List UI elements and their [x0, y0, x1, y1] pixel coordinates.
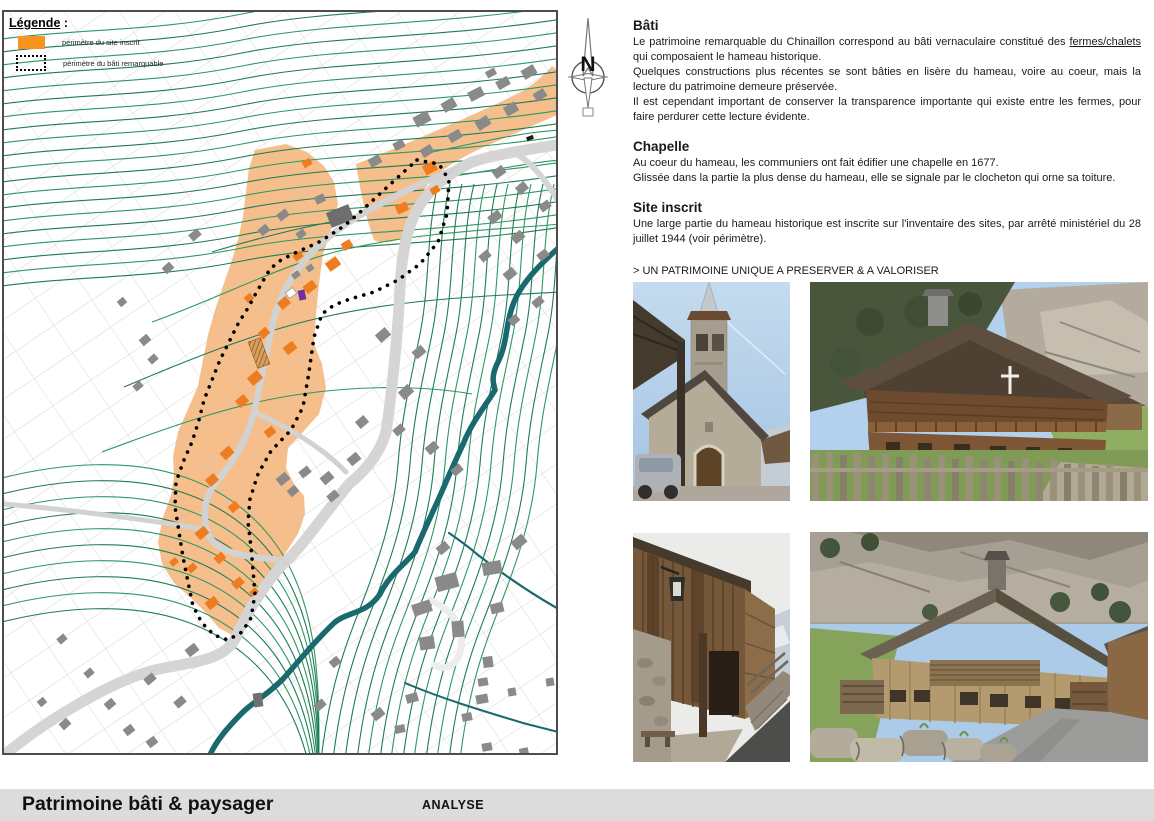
- map-canvas: [4, 12, 556, 753]
- legend-item-label: périmètre du bâti remarquable: [63, 58, 164, 68]
- bati-paragraph-3: Il est cependant important de conserver la transparence importante qui existe entre les fermes, pour faire perdurer cette lecture évidente.: [633, 96, 1141, 123]
- parcel-grid: [4, 12, 556, 753]
- legend-item-label: périmètre du site inscrit: [62, 38, 140, 47]
- map-legend: [9, 16, 163, 71]
- section-heading-site-inscrit: Site inscrit: [633, 200, 703, 215]
- section-heading-chapelle: Chapelle: [633, 139, 690, 154]
- photo-large-chalet: [810, 282, 1148, 501]
- fermes-chalets-underline: fermes/chalets: [1069, 36, 1141, 48]
- footer-phase-label: ANALYSE: [422, 798, 485, 812]
- site-inscrit-swatch: [18, 36, 45, 49]
- chapelle-paragraph-2: Glissée dans la partie la plus dense du hameau, elle se signale par le clocheton qui orne sa toiture.: [633, 172, 1116, 184]
- photo-chapel: [633, 282, 790, 501]
- analysis-text-column: [633, 18, 1141, 279]
- bati-paragraph-2: Quelques constructions plus récentes se sont bâties en lisère du hameau, voire au coeur, mais la lecture du patrimoine demeure préservée.: [633, 66, 1141, 93]
- site-inscrit-paragraph-1: Une large partie du hameau historique est inscrite sur l'inventaire des sites, par arrêté ministériel du 28 juillet 1944 (voir périmètre).: [633, 218, 1141, 245]
- footer-bar: [0, 789, 1154, 821]
- footer-page-title: Patrimoine bâti & paysager: [22, 793, 274, 815]
- patrimoine-callout: > UN PATRIMOINE UNIQUE A PRESERVER & A VALORISER: [633, 265, 939, 277]
- legend-item-bati-remarquable: [9, 55, 163, 71]
- bati-remarquable-swatch: [16, 55, 46, 71]
- village-map: [2, 10, 558, 755]
- bati-paragraph-1: Le patrimoine remarquable du Chinaillon correspond au bâti vernaculaire constitué des fermes/chalets qui composaient le hameau historique.: [633, 36, 1141, 63]
- photo-farm-corner: [633, 533, 790, 762]
- legend-title: Légende :: [9, 16, 69, 30]
- section-heading-bati: Bâti: [633, 18, 659, 33]
- legend-item-site-inscrit: [9, 36, 163, 49]
- photo-hamlet-street: [810, 532, 1148, 762]
- north-arrow-icon: [563, 12, 613, 122]
- chapelle-paragraph-1: Au coeur du hameau, les communiers ont fait édifier une chapelle en 1677.: [633, 157, 999, 169]
- north-letter: N: [580, 53, 596, 76]
